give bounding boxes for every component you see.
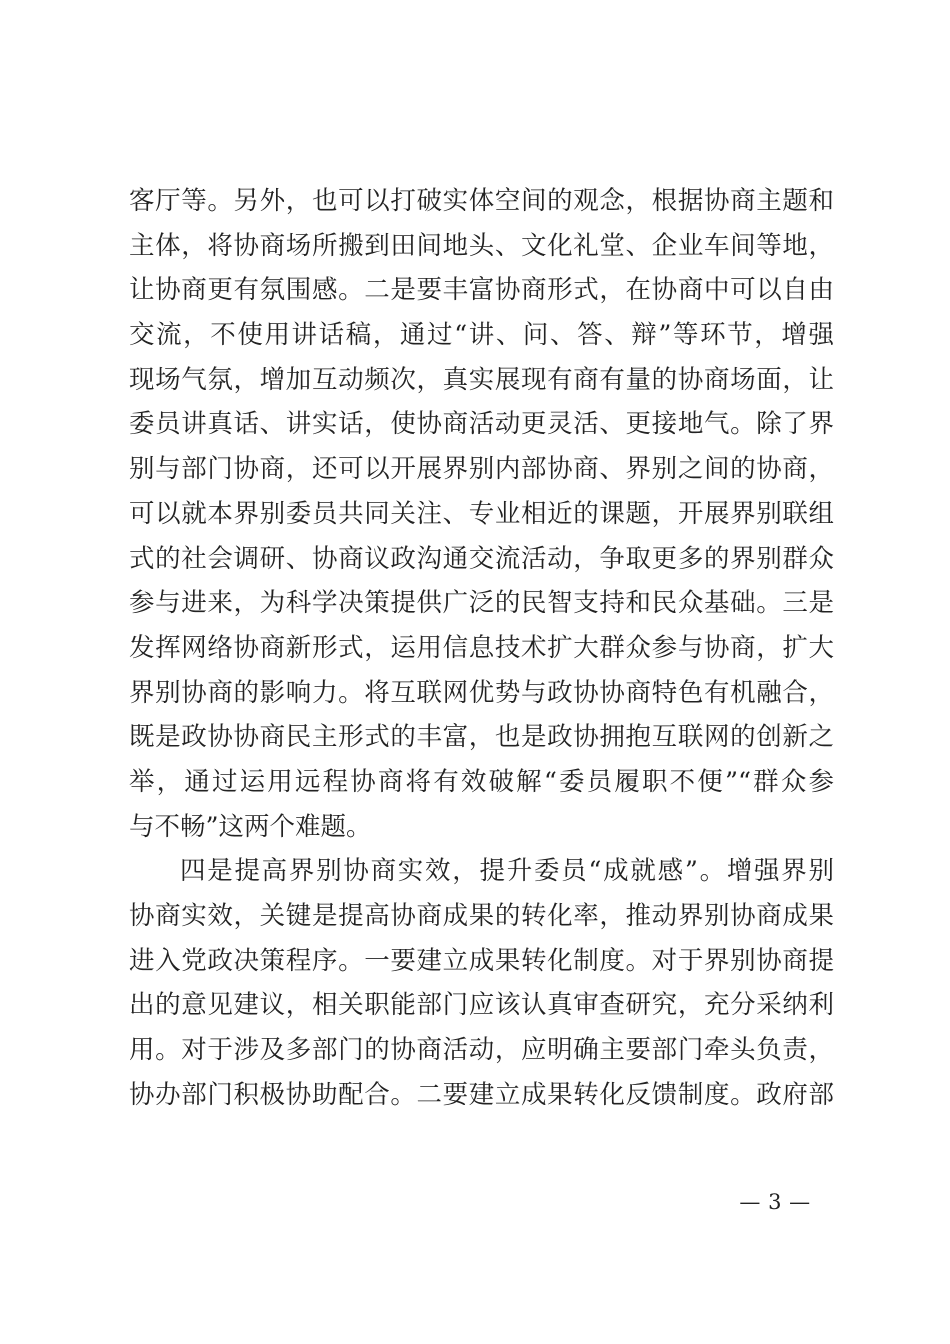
text-line: 协商实效，关键是提高协商成果的转化率，推动界别协商成果: [129, 901, 834, 931]
text-line: 委员讲真话、讲实话，使协商活动更灵活、更接地气。除了界: [129, 409, 834, 440]
page-number: — 3 —: [739, 1190, 811, 1214]
text-line: 式的社会调研、协商议政沟通交流活动，争取更多的界别群众: [129, 543, 834, 574]
text-line: 与不畅”这两个难题。: [129, 811, 372, 842]
text-line: 举，通过运用远程协商将有效破解“委员履职不便”“群众参: [129, 766, 834, 797]
paragraph-first-line: 四是提高界别协商实效，提升委员“成就感”。增强界别: [180, 856, 834, 887]
text-line: 现场气氛，增加互动频次，真实展现有商有量的协商场面，让: [129, 364, 834, 395]
text-line: 用。对于涉及多部门的协商活动，应明确主要部门牵头负责，: [129, 1035, 834, 1066]
text-line: 发挥网络协商新形式，运用信息技术扩大群众参与协商，扩大: [129, 632, 834, 663]
text-line: 让协商更有氛围感。二是要丰富协商形式，在协商中可以自由: [129, 275, 834, 306]
text-line: 主体，将协商场所搬到田间地头、文化礼堂、企业车间等地，: [129, 230, 834, 261]
text-line: 客厅等。另外，也可以打破实体空间的观念，根据协商主题和: [129, 186, 834, 216]
text-line: 进入党政决策程序。一要建立成果转化制度。对于界别协商提: [129, 945, 834, 976]
text-line: 可以就本界别委员共同关注、专业相近的课题，开展界别联组: [129, 498, 834, 529]
text-line: 出的意见建议，相关职能部门应该认真审查研究，充分采纳利: [129, 990, 834, 1021]
body-text: [129, 179, 834, 1117]
text-line: 既是政协协商民主形式的丰富，也是政协拥抱互联网的创新之: [129, 722, 834, 753]
text-line: 协办部门积极协助配合。二要建立成果转化反馈制度。政府部: [129, 1079, 834, 1110]
text-line: 参与进来，为科学决策提供广泛的民智支持和民众基础。三是: [129, 588, 834, 619]
text-line: 别与部门协商，还可以开展界别内部协商、界别之间的协商，: [129, 454, 834, 485]
text-line: 交流，不使用讲话稿，通过“讲、问、答、辩”等环节，增强: [129, 320, 834, 351]
text-line: 界别协商的影响力。将互联网优势与政协协商特色有机融合，: [129, 677, 834, 708]
